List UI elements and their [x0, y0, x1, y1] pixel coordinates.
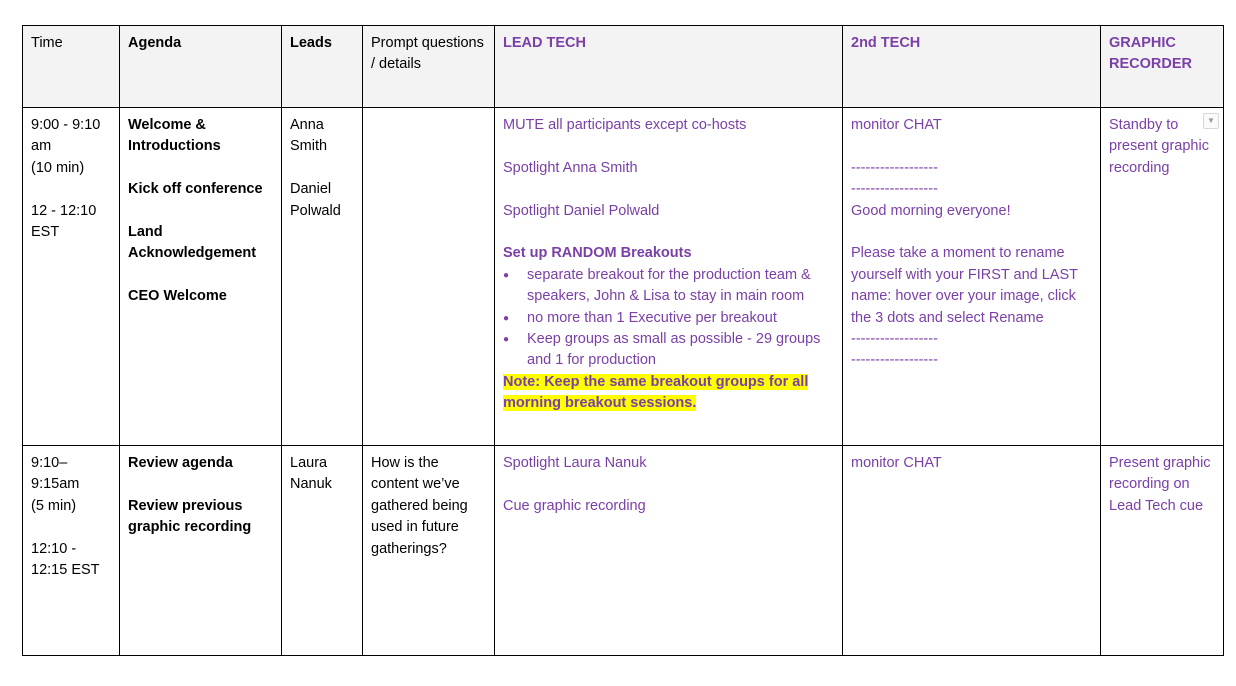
time-range: 9:10– 9:15am	[31, 455, 80, 493]
divider-dashes: ------------------	[851, 181, 938, 198]
cell-prompt[interactable]	[363, 108, 495, 446]
header-row	[23, 26, 1224, 108]
cell-second-tech[interactable]	[843, 108, 1101, 446]
breakout-list	[503, 265, 834, 372]
cell-prompt[interactable]: How is the content we’ve gathered being used in future gatherings?	[363, 446, 495, 656]
divider-dashes: ------------------	[851, 331, 938, 348]
cell-lead-tech[interactable]	[495, 446, 843, 656]
time-est: 12:10 - 12:15 EST	[31, 540, 100, 579]
agenda-item: Land Acknowledgement	[128, 224, 257, 262]
time-range: 9:00 - 9:10 am	[31, 117, 101, 155]
agenda-item: Review previous graphic recording	[128, 497, 252, 536]
second-tech-line: monitor CHAT	[851, 117, 942, 133]
list-item: ● separate breakout for the production team & speakers, John & Lisa to stay in main room	[503, 265, 834, 308]
greeting-text: Good morning everyone!	[851, 202, 1011, 219]
run-of-show-table	[22, 25, 1224, 656]
header-second-tech[interactable]: 2nd TECH	[843, 26, 1101, 108]
cell-agenda[interactable]	[120, 446, 282, 656]
cell-leads[interactable]	[282, 446, 363, 656]
list-item: ● no more than 1 Executive per breakout	[503, 308, 834, 329]
table-row	[23, 108, 1224, 446]
time-est: 12 - 12:10 EST	[31, 202, 97, 241]
graphic-recorder-text: Standby to present graphic recording	[1109, 117, 1209, 176]
table-row	[23, 446, 1224, 656]
cell-time[interactable]	[23, 446, 120, 656]
header-time[interactable]: Time	[23, 26, 120, 108]
cell-agenda[interactable]	[120, 108, 282, 446]
cell-lead-tech[interactable]	[495, 108, 843, 446]
lead-tech-line: Cue graphic recording	[503, 497, 646, 514]
cell-time[interactable]	[23, 108, 120, 446]
header-prompt[interactable]: Prompt questions / details	[363, 26, 495, 108]
agenda-item: Review agenda	[128, 455, 233, 471]
breakout-title: Set up RANDOM Breakouts	[503, 245, 692, 262]
second-tech-line: monitor CHAT	[851, 455, 942, 471]
lead-name: Daniel Polwald	[290, 181, 341, 219]
cell-second-tech[interactable]	[843, 446, 1101, 656]
lead-name: Anna Smith	[290, 117, 328, 155]
rename-instruction: Please take a moment to rename yourself with your FIRST and LAST name: hover over your image, click the 3 dots and select Rename	[851, 245, 1078, 326]
agenda-item: CEO Welcome	[128, 288, 227, 305]
divider-dashes: ------------------	[851, 352, 938, 369]
lead-tech-line: Spotlight Anna Smith	[503, 159, 638, 176]
divider-dashes: ------------------	[851, 159, 938, 176]
header-graphic-recorder[interactable]: GRAPHIC RECORDER	[1101, 26, 1224, 108]
cell-graphic-recorder[interactable]	[1101, 108, 1224, 446]
lead-tech-line: Spotlight Laura Nanuk	[503, 455, 647, 471]
dropdown-arrow-icon[interactable]: ▼	[1203, 113, 1219, 129]
agenda-item: Welcome & Introductions	[128, 117, 221, 155]
lead-tech-line: MUTE all participants except co-hosts	[503, 117, 747, 133]
time-duration: (5 min)	[31, 497, 77, 514]
header-agenda[interactable]: Agenda	[120, 26, 282, 108]
lead-name: Laura Nanuk	[290, 455, 332, 493]
header-leads[interactable]: Leads	[282, 26, 363, 108]
breakout-note: Note: Keep the same breakout groups for all morning breakout sessions.	[503, 373, 809, 412]
lead-tech-line: Spotlight Daniel Polwald	[503, 202, 660, 219]
agenda-item: Kick off conference	[128, 181, 263, 198]
header-lead-tech[interactable]: LEAD TECH	[495, 26, 843, 108]
cell-leads[interactable]	[282, 108, 363, 446]
time-duration: (10 min)	[31, 159, 85, 176]
list-item: ● Keep groups as small as possible - 29 groups and 1 for production	[503, 329, 834, 372]
cell-graphic-recorder[interactable]: Present graphic recording on Lead Tech cue	[1101, 446, 1224, 656]
